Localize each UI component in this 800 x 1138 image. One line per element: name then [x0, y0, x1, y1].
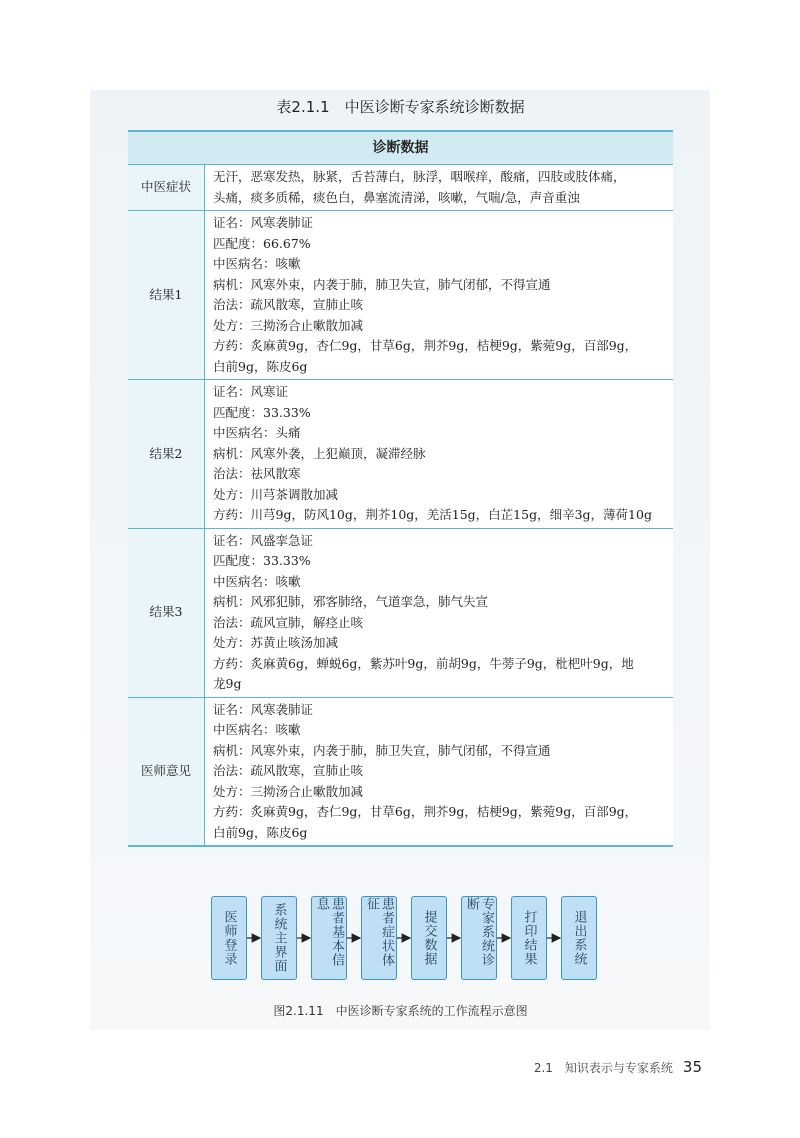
content-line: 龙9g	[213, 676, 242, 691]
content-line: 白前9g，陈皮6g	[213, 824, 308, 840]
content-line: 治法：疏风散寒，宣肺止咳	[213, 297, 364, 312]
table-row	[128, 380, 673, 529]
content-line: 证名：风寒袭肺证	[213, 701, 314, 717]
row-label: 结果1	[128, 211, 205, 380]
content-line: 病机：风邪犯肺，邪客肺络，气道挛急，肺气失宣	[213, 594, 489, 609]
content-line: 病机：风寒外袭，上犯巅顶，凝滞经脉	[213, 445, 426, 461]
row-label: 结果2	[128, 380, 205, 529]
content-line: 方药：川芎9g，防风10g，荆芥10g，羌活15g，白芷15g，细辛3g，薄荷10g	[213, 507, 652, 522]
flow-step-box: 打印结果	[511, 896, 547, 980]
content-line: 中医病名：咳嗽	[213, 722, 301, 737]
content-line: 病机：风寒外束，内袭于肺，肺卫失宣，肺气闭郁，不得宣通	[213, 742, 551, 758]
row-label: 结果3	[128, 528, 205, 697]
content-line: 方药：炙麻黄9g，杏仁9g，甘草6g，荆芥9g，桔梗9g，紫菀9g，百部9g，	[213, 804, 638, 819]
table-row	[128, 165, 673, 211]
table-row	[128, 528, 673, 697]
flow-step-box: 专家系统诊断	[461, 896, 497, 980]
content-line: 病机：风寒外束，内袭于肺，肺卫失宣，肺气闭郁，不得宣通	[213, 276, 551, 292]
content-line: 处方：川芎茶调散加减	[213, 486, 339, 502]
content-line: 处方：苏黄止咳汤加减	[213, 635, 339, 650]
page-number: 35	[682, 1058, 702, 1076]
flow-step-box: 系统主界面	[261, 896, 297, 980]
row-content	[205, 380, 674, 529]
row-content	[205, 528, 674, 697]
table-row	[128, 211, 673, 380]
figure-caption: 图2.1.11 中医诊断专家系统的工作流程示意图	[273, 1004, 528, 1018]
row-content	[205, 165, 674, 211]
content-line: 匹配度：33.33%	[213, 404, 311, 420]
content-line: 无汗，恶寒发热，脉紧，舌苔薄白，脉浮，咽喉痒，酸痛，四肢或肢体痛，	[213, 169, 626, 184]
footer-section: 2.1 知识表示与专家系统	[533, 1061, 673, 1075]
content-line: 治法：疏风散寒，宣肺止咳	[213, 763, 364, 778]
table-body	[128, 165, 673, 847]
table-header: 诊断数据	[128, 131, 673, 165]
table-row	[128, 697, 673, 846]
flow-step-box: 退出系统	[561, 896, 597, 980]
row-label: 中医症状	[128, 165, 205, 211]
content-line: 证名：风寒袭肺证	[213, 215, 314, 230]
content-line: 中医病名：咳嗽	[213, 573, 301, 589]
content-line: 处方：三拗汤合止嗽散加减	[213, 783, 364, 799]
table-title: 表2.1.1 中医诊断专家系统诊断数据	[276, 98, 525, 116]
content-line: 处方：三拗汤合止嗽散加减	[213, 317, 364, 333]
row-content	[205, 211, 674, 380]
content-line: 方药：炙麻黄6g，蝉蜕6g，紫苏叶9g，前胡9g，牛蒡子9g，枇杷叶9g，地	[213, 655, 634, 671]
page-footer	[534, 1058, 702, 1076]
content-line: 白前9g，陈皮6g	[213, 358, 308, 374]
content-line: 治法：祛风散寒	[213, 466, 301, 481]
diagnosis-table	[128, 130, 673, 847]
flow-step-box: 患者症状体征	[361, 896, 397, 980]
content-line: 证名：风寒证	[213, 384, 289, 399]
content-line: 中医病名：咳嗽	[213, 256, 301, 271]
table-header-row	[128, 131, 673, 165]
flow-step-box: 医师登录	[211, 896, 247, 980]
content-line: 证名：风盛挛急证	[213, 532, 314, 548]
content-line: 治法：疏风宣肺，解痉止咳	[213, 614, 364, 630]
row-content	[205, 697, 674, 846]
row-label: 医师意见	[128, 697, 205, 846]
content-line: 中医病名：头痛	[213, 425, 301, 440]
content-line: 方药：炙麻黄9g，杏仁9g，甘草6g，荆芥9g，桔梗9g，紫菀9g，百部9g，	[213, 338, 638, 353]
content-line: 头痛，痰多质稀，痰色白，鼻塞流清涕，咳嗽，气喘/急，声音重浊	[213, 189, 580, 205]
flow-step-box: 提交数据	[411, 896, 447, 980]
content-line: 匹配度：66.67%	[213, 235, 311, 251]
content-line: 匹配度：33.33%	[213, 553, 311, 568]
flow-step-box: 患者基本信息	[311, 896, 347, 980]
